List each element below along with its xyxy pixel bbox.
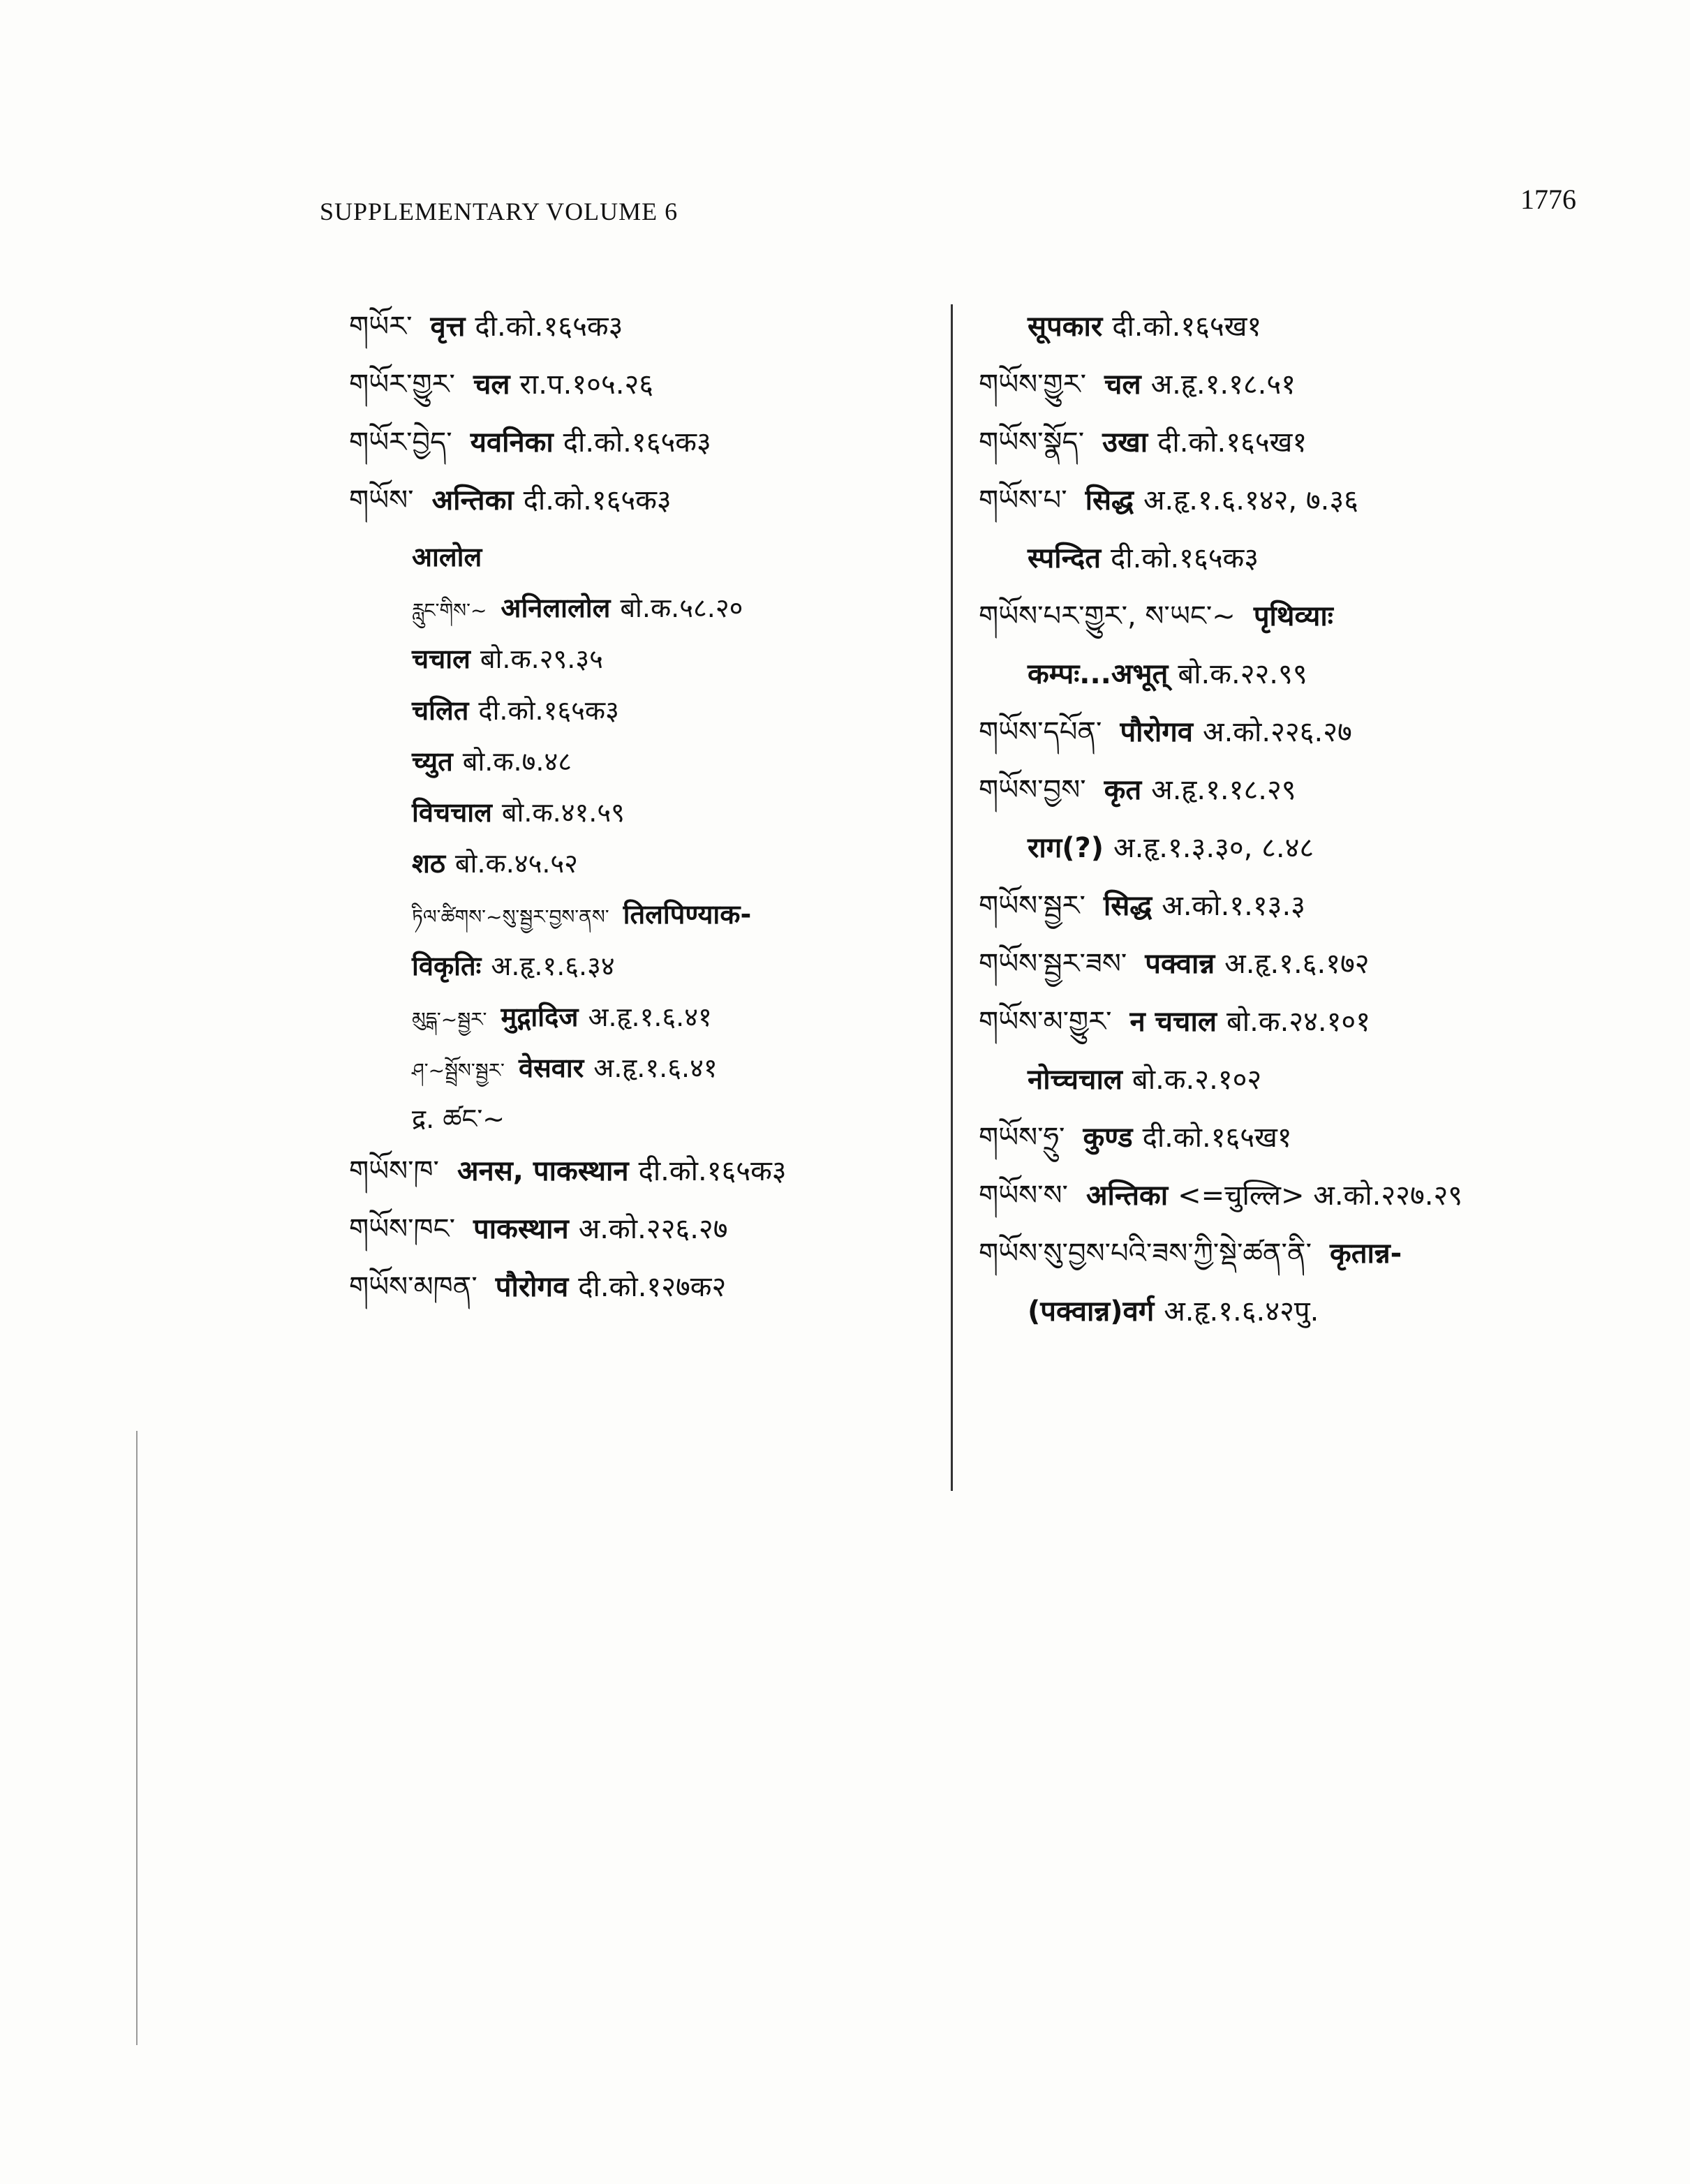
reference: बो.क.५८.२० [620,593,743,624]
reference: दी.को.१६५क३ [475,311,623,343]
dictionary-entry [979,423,1607,462]
dictionary-entry [349,794,935,831]
reference: दी.को.१२७क२ [578,1271,727,1304]
dictionary-entry [979,597,1607,636]
dictionary-entry [349,845,935,882]
sanskrit-term: कुण्ड [1083,1122,1133,1154]
margin-line [136,1431,138,2045]
sanskrit-term: सिद्ध [1103,890,1152,922]
left-column [349,307,935,1325]
tibetan-term: རླུང་གིས་~ [412,599,487,623]
tibetan-term: གཡོས་བྱས་ [979,774,1086,806]
sanskrit-term: आलोल [412,542,482,572]
sanskrit-term: नोच्चचाल [1028,1064,1122,1096]
reference: अ.हृ.१.१८.५१ [1150,369,1296,401]
sanskrit-term: च्युत [412,745,453,777]
sanskrit-term: पाकस्थान [473,1213,569,1246]
dictionary-entry [349,365,935,404]
tibetan-term: གཡོས་སྣོད་ [979,426,1085,459]
dictionary-entry [349,481,935,520]
sanskrit-term: विकृतिः [412,950,482,981]
sanskrit-term: कृत [1104,774,1142,806]
dictionary-entry [979,886,1607,926]
reference: बो.क.४५.५२ [454,848,578,879]
reference: अ.हृ.१.६.४२पु. [1164,1295,1319,1328]
sanskrit-term: पक्वान्न [1145,948,1215,980]
dictionary-entry [979,307,1607,346]
tibetan-term: གཡོས་མ་གྱུར་ [979,1006,1112,1038]
reference: अ.हृ.१.६.४१ [593,1052,718,1083]
reference: द्र. ཚང་~ [412,1104,505,1135]
sanskrit-term: तिलपिण्याक- [623,899,752,930]
reference: दी.को.१६५ख१ [1157,426,1307,459]
sanskrit-term: पृथिव्याः [1253,600,1333,632]
tibetan-term: གཡོས་པ་ [979,484,1067,517]
dictionary-entry [979,655,1607,694]
dictionary-entry [979,829,1607,868]
sanskrit-term: पौरोगव [1120,716,1194,748]
reference: दी.को.१६५क३ [1111,542,1259,574]
sanskrit-term: विचचाल [412,796,492,828]
tibetan-term: གཡོར་ [349,311,413,343]
reference: दी.को.१६५क३ [638,1155,787,1188]
sanskrit-term: सिद्ध [1085,484,1134,517]
sanskrit-term: चलित [412,694,469,726]
sanskrit-term: अनिलालोल [501,593,611,624]
dictionary-entry [349,539,935,576]
reference: दी.को.१६५क३ [478,694,619,726]
dictionary-entry [349,896,935,933]
dictionary-entry [349,948,935,985]
dictionary-entry [349,641,935,678]
dictionary-entry [349,1210,935,1249]
reference: अ.को.१.१३.३ [1162,890,1305,922]
reference: दी.को.१६५क३ [563,426,711,459]
right-column [979,307,1607,1350]
tibetan-term: གཡོར་གྱུར་ [349,369,455,401]
dictionary-entry [349,692,935,729]
dictionary-entry [979,1002,1607,1041]
reference: बो.क.२२.९९ [1178,658,1307,690]
dictionary-entry [979,365,1607,404]
dictionary-entry [349,590,935,627]
reference: अ.हृ.१.६.४१ [588,1001,712,1032]
reference: अ.को.२२६.२७ [578,1213,728,1246]
dictionary-entry [349,1268,935,1307]
reference: <=चुल्लि> अ.को.२२७.२९ [1178,1180,1463,1212]
reference: अ.हृ.१.१८.२९ [1151,774,1296,806]
dictionary-entry [349,743,935,780]
sanskrit-term: उखा [1102,426,1148,459]
sanskrit-term: पौरोगव [495,1271,569,1304]
sanskrit-term: कृतान्न- [1330,1238,1402,1270]
dictionary-entry [349,307,935,346]
dictionary-entry [979,771,1607,810]
tibetan-term: མུདྒ་~སྦྱར་ [412,1007,487,1031]
dictionary-entry [349,1050,935,1087]
dictionary-entry [979,944,1607,983]
sanskrit-term: शठ [412,848,445,879]
tibetan-term: ཏིལ་ཚིགས་~སུ་སྦྱར་བྱས་ནས་ [412,905,609,929]
dictionary-entry [979,539,1607,578]
tibetan-term: གཡོས་ཁང་ [349,1213,456,1246]
dictionary-entry [979,713,1607,752]
reference: अ.हृ.१.३.३०, ८.४८ [1113,832,1314,864]
tibetan-term: གཡོས་སུ་བྱས་པའི་ཟས་ཀྱི་སྡེ་ཚན་ནི་ [979,1238,1312,1270]
dictionary-entry [979,1118,1607,1157]
reference: बो.क.२९.३५ [480,644,603,675]
tibetan-term: གཡོས་ཁ་ [349,1155,439,1188]
sanskrit-term: राग(?) [1028,832,1104,864]
tibetan-term: གཡོས་པར་གྱུར་, ས་ཡང་~ [979,600,1236,632]
tibetan-term: ཤ་~སྦྲོས་སྦྱར་ [412,1058,505,1082]
sanskrit-term: मुद्गादिज [501,1001,579,1032]
reference: बो.क.२४.१०१ [1226,1006,1371,1038]
dictionary-entry [979,1292,1607,1331]
sanskrit-term: अन्तिका [1085,1180,1169,1212]
dictionary-entry [349,999,935,1036]
sanskrit-term: अन्तिका [431,484,514,517]
sanskrit-term: चल [1104,369,1141,401]
dictionary-entry [349,1152,935,1191]
dictionary-entry [979,1234,1607,1273]
sanskrit-term: न चचाल [1129,1006,1217,1038]
reference: दी.को.१६५ख१ [1112,311,1262,343]
reference: दी.को.१६५ख१ [1142,1122,1292,1154]
tibetan-term: གཡོས་ [349,484,414,517]
reference: अ.हृ.१.६.३४ [491,950,615,981]
sanskrit-term: कम्पः...अभूत् [1028,658,1169,690]
dictionary-entry [979,481,1607,520]
sanskrit-term: स्पन्दित [1028,542,1102,574]
dictionary-entry [349,1101,935,1138]
sanskrit-term: वृत्त [430,311,466,343]
dictionary-entry [979,1176,1607,1215]
column-divider [951,304,953,1491]
reference: दी.को.१६५क३ [523,484,672,517]
tibetan-term: གཡོར་བྱེད་ [349,426,452,459]
tibetan-term: གཡོས་ས་ [979,1180,1068,1212]
tibetan-term: གཡོས་སྦྱར་ཟས་ [979,948,1127,980]
sanskrit-term: सूपकार [1028,311,1103,343]
running-header: SUPPLEMENTARY VOLUME 6 [320,198,679,225]
tibetan-term: གཡོས་མཁན་ [349,1271,477,1304]
reference: अ.को.२२६.२७ [1203,716,1352,748]
dictionary-entry [979,1060,1607,1099]
reference: रा.प.१०५.२६ [519,369,654,401]
reference: अ.हृ.१.६.१७२ [1224,948,1370,980]
sanskrit-term: यवनिका [470,426,554,459]
page-number: 1776 [1520,184,1576,215]
sanskrit-term: अनस, पाकस्थान [457,1155,629,1188]
reference: बो.क.४१.५९ [501,796,625,828]
tibetan-term: གཡོས་གྱུར་ [979,369,1087,401]
sanskrit-term: वेसवार [518,1052,584,1083]
sanskrit-term: (पक्वान्न)वर्ग [1028,1295,1155,1328]
dictionary-entry [349,423,935,462]
reference: अ.हृ.१.६.१४२, ७.३६ [1143,484,1358,517]
reference: बो.क.२.१०२ [1132,1064,1262,1096]
sanskrit-term: चल [473,369,510,401]
tibetan-term: གཡོས་སྦྱར་ [979,890,1085,922]
sanskrit-term: चचाल [412,644,470,675]
reference: बो.क.७.४८ [462,745,572,777]
tibetan-term: གཡོས་ཧྲུ་ [979,1122,1065,1154]
tibetan-term: གཡོས་དཔོན་ [979,716,1102,748]
